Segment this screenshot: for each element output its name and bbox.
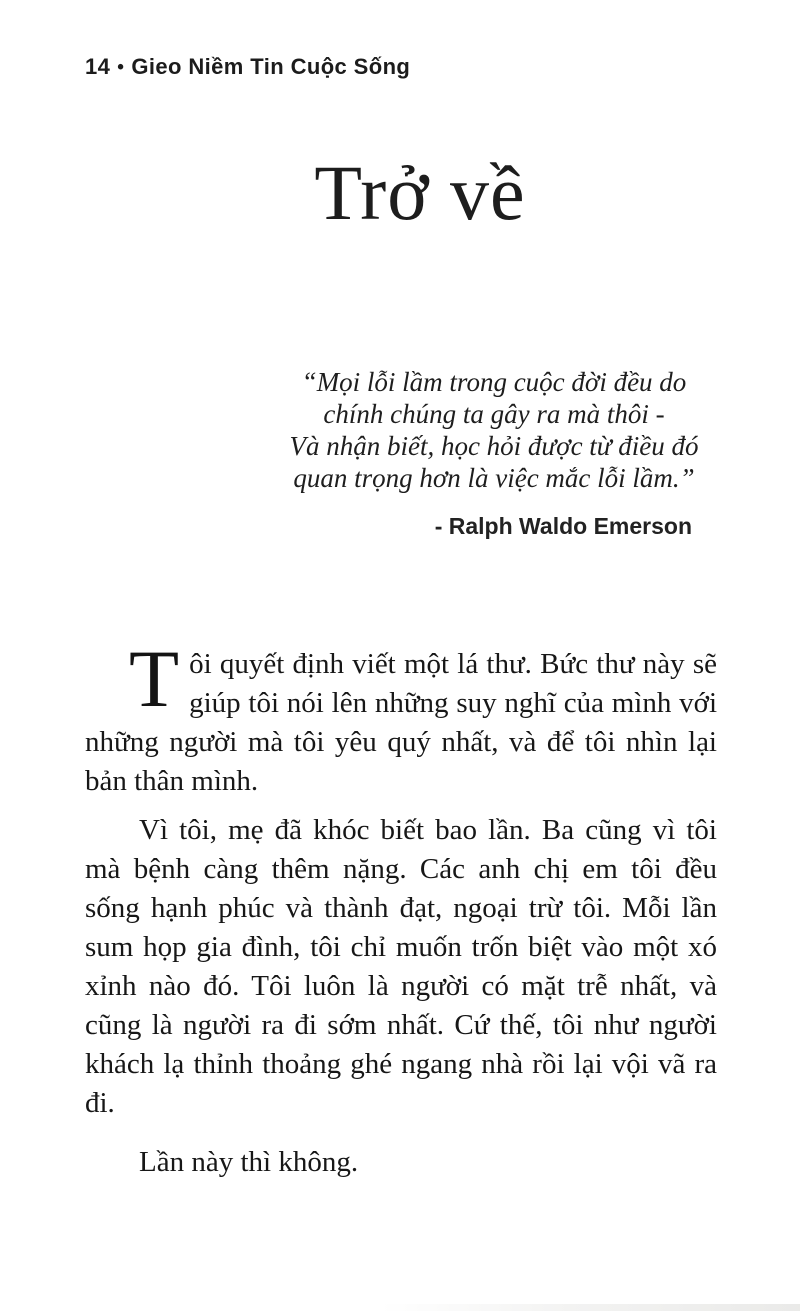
bullet-separator: •: [117, 57, 125, 78]
chapter-title: Trở về: [314, 149, 526, 236]
paragraph: Vì tôi, mẹ đã khóc biết bao lần. Ba cũng vì tôi mà bệnh càng thêm nặng. Các anh chị em tôi đều sống hạnh phúc và thành đạt, ngoại trừ tôi. Mỗi lần sum họp gia đình, tôi chỉ muốn trốn biệt vào một xó xỉnh nào đó. Tôi luôn là người có mặt trễ nhất, và cũng là người ra đi sớm nhất. Cứ thế, tôi như người khách lạ thỉnh thoảng ghé ngang nhà rồi lại vội vã ra đi.: [85, 814, 717, 1119]
running-head: [85, 54, 410, 80]
drop-cap: T: [129, 633, 180, 724]
epigraph-quote: [266, 366, 722, 494]
paragraph-text: ôi quyết định viết một lá thư. Bức thư này sẽ giúp tôi nói lên những suy nghĩ của mình với những người mà tôi yêu quý nhất, và để tôi nhìn lại bản thân mình.: [85, 648, 717, 797]
quote-line: chính chúng ta gây ra mà thôi -: [323, 399, 665, 429]
quote-line: “Mọi lỗi lầm trong cuộc đời đều do: [301, 367, 687, 397]
paragraph: Lần này thì không.: [139, 1146, 359, 1178]
body-text: [85, 633, 717, 1182]
book-title: Gieo Niềm Tin Cuộc Sống: [131, 54, 411, 79]
page-number: 14: [85, 54, 111, 79]
quote-line: Và nhận biết, học hỏi được từ điều đó: [289, 431, 699, 461]
quote-attribution: - Ralph Waldo Emerson: [434, 513, 692, 539]
paragraph: [85, 633, 717, 801]
scan-artifact: [380, 1304, 800, 1311]
quote-line: quan trọng hơn là việc mắc lỗi lầm.”: [293, 463, 695, 493]
